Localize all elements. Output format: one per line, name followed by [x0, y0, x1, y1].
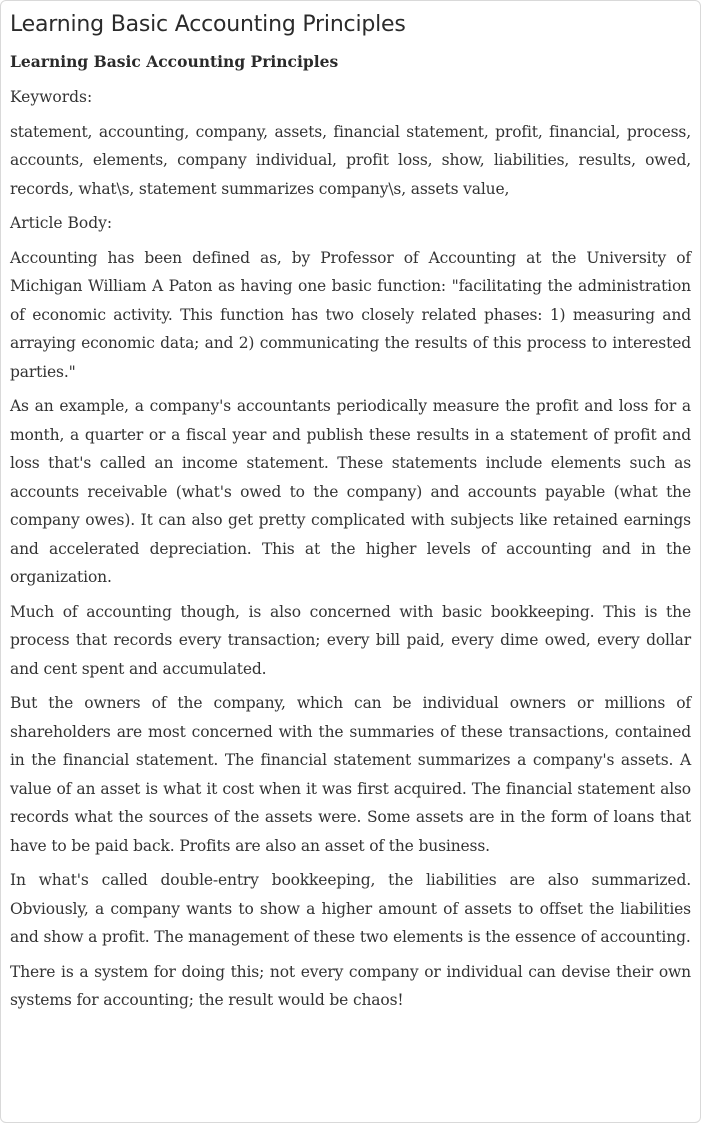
body-paragraph: As an example, a company's accountants periodically measure the profit and loss for a month, a quarter or a fiscal year and publish these results in a statement of profit and loss that's called an income statement. These statements include elements such as accounts receivable (what's owed to the company) and accounts payable (what the company owes). It can also get pretty complicated with subjects like retained earnings and accelerated depreciation. This at the higher levels of accounting and in the organization.: [10, 397, 691, 586]
body-paragraph: Much of accounting though, is also concerned with basic bookkeeping. This is the process that records every transaction; every bill paid, every dime owed, every dollar and cent spent and accumulated.: [10, 602, 691, 678]
page-title: Learning Basic Accounting Principles: [10, 12, 406, 37]
article-body: [10, 244, 691, 1015]
body-paragraph: There is a system for doing this; not every company or individual can devise their own systems for accounting; the result would be chaos!: [10, 962, 691, 1009]
keywords-list: statement, accounting, company, assets, financial statement, profit, financial, process, accounts, elements, company individual, profit loss, show, liabilities, results, owed, records, what\s, statement summarizes company\s, assets value,: [10, 122, 691, 198]
keywords-label: Keywords:: [10, 88, 93, 106]
body-paragraph: In what's called double-entry bookkeeping, the liabilities are also summarized. Obviously, a company wants to show a higher amount of assets to offset the liabilities and show a profit. The management of these two elements is the essence of accounting.: [10, 871, 691, 946]
body-paragraph: Accounting has been defined as, by Professor of Accounting at the University of Michigan William A Paton as having one basic function: "facilitating the administration of economic activity. This function has two closely related phases: 1) measuring and arraying economic data; and 2) communicating the results of this process to interested parties.": [10, 248, 691, 381]
body-paragraph: But the owners of the company, which can be individual owners or millions of shareholders are most concerned with the summaries of these transactions, contained in the financial statement. The financial statement summarizes a company's assets. A value of an asset is what it cost when it was first acquired. The financial statement also records what the sources of the assets were. Some assets are in the form of loans that have to be paid back. Profits are also an asset of the business.: [10, 694, 691, 855]
article-body-label: Article Body:: [10, 214, 113, 232]
article-subtitle: Learning Basic Accounting Principles: [10, 52, 339, 71]
